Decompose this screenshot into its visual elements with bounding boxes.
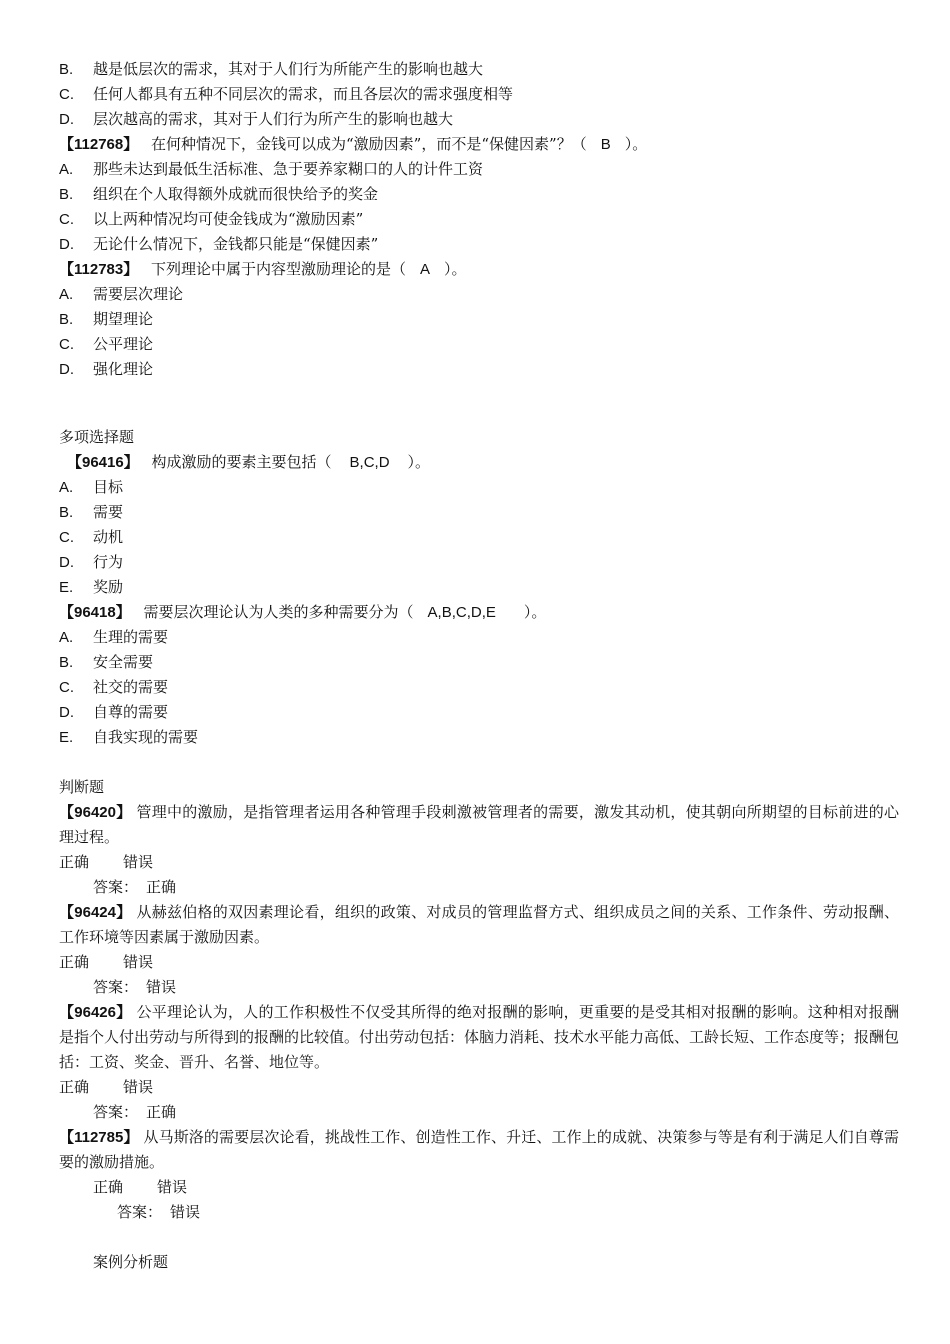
option-letter: A.	[59, 629, 74, 646]
question-answer: B	[600, 136, 611, 153]
option-letter: E.	[59, 729, 74, 746]
option-letter: D.	[59, 236, 74, 253]
answer-label: 答案：	[93, 1103, 139, 1121]
question-text: 下列理论中属于内容型激励理论的是（	[151, 260, 407, 278]
option-letter: A.	[59, 286, 74, 303]
question-close: ）。	[444, 260, 467, 278]
option-text: 任何人都具有五种不同层次的需求，而且各层次的需求强度相等	[93, 85, 514, 103]
question-text: 公平理论认为，人的工作积极性不仅受其所得的绝对报酬的影响，更重要的是受其相对报酬的影响。这种相对报酬是指个人付出劳动与所得到的报酬的比较值。付出劳动包括：体脑力消耗、技术水平能力高低、工龄长短、工作态度等；报酬包括：工资、奖金、晋升、名誉、地位等。	[59, 1003, 900, 1071]
option-text: 奖励	[93, 578, 124, 596]
option-letter: A.	[59, 479, 74, 496]
question-text: 构成激励的要素主要包括（	[151, 453, 332, 471]
tf-choices	[59, 950, 899, 975]
option-text: 期望理论	[93, 310, 154, 328]
tf-question	[59, 800, 899, 850]
option-line	[59, 232, 899, 257]
option-line	[59, 550, 899, 575]
true-choice: 正确	[59, 953, 90, 971]
answer-label: 答案：	[93, 878, 139, 896]
question-id: 【96420】	[59, 804, 132, 821]
option-text: 自我实现的需要	[93, 728, 199, 746]
false-choice: 错误	[123, 853, 154, 871]
option-letter: D.	[59, 111, 74, 128]
option-text: 自尊的需要	[93, 703, 169, 721]
tf-question	[59, 900, 899, 950]
tf-question	[59, 1125, 899, 1175]
option-line	[59, 575, 899, 600]
option-line	[59, 107, 899, 132]
option-line	[59, 157, 899, 182]
false-choice: 错误	[123, 1078, 154, 1096]
option-letter: C.	[59, 529, 74, 546]
section-heading-case: 案例分析题	[93, 1253, 169, 1271]
tf-question	[59, 1000, 899, 1075]
false-choice: 错误	[157, 1178, 188, 1196]
option-line	[59, 700, 899, 725]
answer-value: 正确	[146, 878, 177, 896]
tf-choices	[59, 850, 899, 875]
option-letter: C.	[59, 86, 74, 103]
true-choice: 正确	[59, 1078, 90, 1096]
option-line	[59, 650, 899, 675]
section-heading-multi: 多项选择题	[59, 428, 135, 446]
option-text: 越是低层次的需求，其对于人们行为所能产生的影响也越大	[93, 60, 484, 78]
option-line	[59, 725, 899, 750]
option-letter: D.	[59, 361, 74, 378]
question-id: 【96426】	[59, 1004, 132, 1021]
option-text: 那些未达到最低生活标准、急于要养家糊口的人的计件工资	[93, 160, 484, 178]
option-line	[59, 500, 899, 525]
tf-answer	[59, 1200, 899, 1225]
option-letter: C.	[59, 336, 74, 353]
option-text: 以上两种情况均可使金钱成为“激励因素”	[93, 210, 364, 228]
question-id: 【112785】	[59, 1129, 139, 1146]
option-line	[59, 307, 899, 332]
option-letter: C.	[59, 679, 74, 696]
question-answer: B,C,D	[349, 454, 390, 471]
question-id: 【112768】	[59, 136, 139, 153]
question-text: 从赫兹伯格的双因素理论看，组织的政策、对成员的管理监督方式、组织成员之间的关系、工作条件、劳动报酬、工作环境等因素属于激励因素。	[59, 903, 899, 946]
option-text: 需要	[93, 503, 124, 521]
option-text: 强化理论	[93, 360, 154, 378]
option-text: 行为	[93, 553, 124, 571]
false-choice: 错误	[123, 953, 154, 971]
document-page	[59, 57, 899, 1275]
option-text: 层次越高的需求，其对于人们行为所产生的影响也越大	[93, 110, 454, 128]
option-text: 社交的需要	[93, 678, 169, 696]
true-choice: 正确	[93, 1178, 124, 1196]
answer-label: 答案：	[117, 1203, 163, 1221]
answer-value: 错误	[170, 1203, 201, 1221]
option-line	[59, 207, 899, 232]
option-line	[59, 282, 899, 307]
question-text: 需要层次理论认为人类的多种需要分为（	[143, 603, 414, 621]
option-letter: D.	[59, 704, 74, 721]
option-text: 需要层次理论	[93, 285, 184, 303]
answer-value: 错误	[146, 978, 177, 996]
tf-answer	[59, 875, 899, 900]
option-line	[59, 182, 899, 207]
question-text: 管理中的激励，是指管理者运用各种管理手段刺激被管理者的需要，激发其动机，使其朝向所期望的目标前进的心理过程。	[59, 803, 899, 846]
option-line	[59, 625, 899, 650]
option-line	[59, 675, 899, 700]
tf-choices	[59, 1175, 899, 1200]
option-text: 公平理论	[93, 335, 154, 353]
option-text: 安全需要	[93, 653, 154, 671]
option-text: 动机	[93, 528, 124, 546]
option-letter: E.	[59, 579, 74, 596]
option-text: 生理的需要	[93, 628, 169, 646]
option-line	[59, 57, 899, 82]
option-letter: D.	[59, 554, 74, 571]
question-text: 在何种情况下，金钱可以成为“激励因素”，而不是“保健因素”？（	[151, 135, 587, 153]
option-line	[59, 332, 899, 357]
answer-label: 答案：	[93, 978, 139, 996]
question-id: 【96416】	[67, 454, 139, 471]
tf-answer	[59, 1100, 899, 1125]
tf-answer	[59, 975, 899, 1000]
option-text: 无论什么情况下，金钱都只能是“保健因素”	[93, 235, 379, 253]
tf-choices	[59, 1075, 899, 1100]
question-close: ）。	[523, 603, 547, 621]
question-answer: A,B,C,D,E	[427, 604, 496, 621]
option-line	[59, 475, 899, 500]
option-letter: B.	[59, 61, 74, 78]
question-id: 【96424】	[59, 904, 132, 921]
section-heading-tf: 判断题	[59, 778, 105, 796]
question-stem	[59, 450, 899, 475]
answer-value: 正确	[146, 1103, 177, 1121]
option-text: 组织在个人取得额外成就而很快给予的奖金	[93, 185, 379, 203]
option-letter: B.	[59, 504, 74, 521]
option-line	[59, 357, 899, 382]
option-letter: B.	[59, 654, 74, 671]
question-stem	[59, 132, 899, 157]
question-stem	[59, 257, 899, 282]
option-line	[59, 82, 899, 107]
option-line	[59, 525, 899, 550]
true-choice: 正确	[59, 853, 90, 871]
question-text: 从马斯洛的需要层次论看，挑战性工作、创造性工作、升迁、工作上的成就、决策参与等是有利于满足人们自尊需要的激励措施。	[59, 1128, 899, 1171]
question-id: 【112783】	[59, 261, 139, 278]
option-letter: B.	[59, 311, 74, 328]
question-close: ）。	[624, 135, 648, 153]
option-text: 目标	[93, 478, 124, 496]
option-letter: A.	[59, 161, 74, 178]
question-answer: A	[420, 261, 431, 278]
question-stem	[59, 600, 899, 625]
question-close: ）。	[407, 453, 431, 471]
question-id: 【96418】	[59, 604, 131, 621]
option-letter: C.	[59, 211, 74, 228]
option-letter: B.	[59, 186, 74, 203]
